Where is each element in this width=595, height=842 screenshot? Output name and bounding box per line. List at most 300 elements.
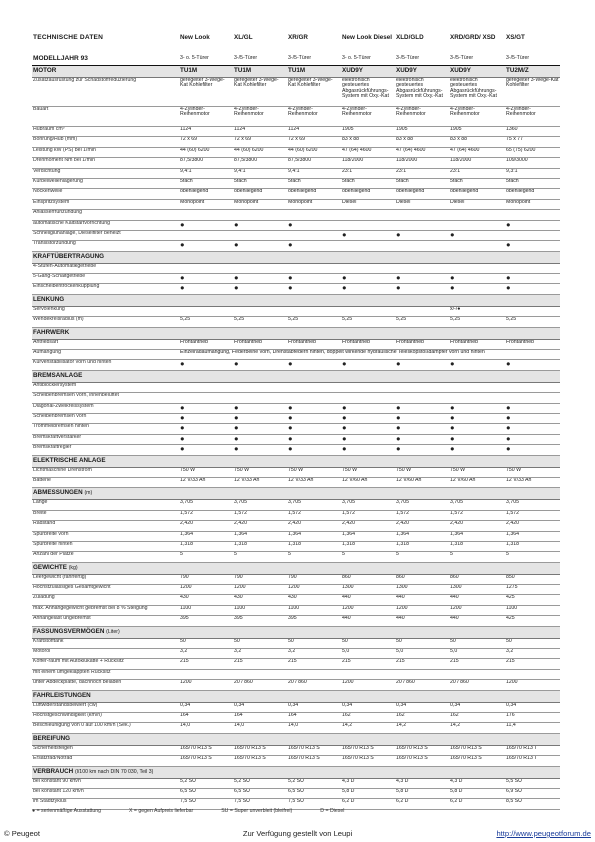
cell-value: 83 x 88 [341, 137, 395, 147]
cell-value: 14,2 [449, 723, 505, 733]
cell-value: 1,318 [179, 541, 233, 551]
cell-value [505, 382, 560, 392]
cell-value: 72 x 69 [233, 137, 287, 147]
cell-value: ● [341, 274, 395, 284]
cell-value: 165/70 R13 T [505, 745, 560, 755]
cell-value: ● [179, 445, 233, 455]
cell-value: 1,364 [341, 531, 395, 541]
cell-value: 1124 [233, 127, 287, 137]
cell-value: 860 [395, 574, 449, 584]
table-row [32, 616, 560, 626]
cell-value: 1200 [287, 585, 341, 595]
cell-value: 118/2000 [395, 158, 449, 168]
row-label [32, 241, 179, 251]
cell-value [449, 626, 505, 638]
cell-value: 1200 [341, 605, 395, 615]
row-label [32, 649, 179, 659]
cell-value: ● [341, 284, 395, 294]
table-row [32, 339, 560, 349]
table-row [32, 393, 560, 403]
cell-value: ● [449, 230, 505, 240]
cell-value: 0,34 [287, 702, 341, 712]
row-label [32, 500, 179, 510]
label-text: Bohrung/Hub (mm) [33, 136, 78, 143]
row-label [32, 531, 179, 541]
section-header-row [32, 294, 560, 306]
cell-value: 1200 [505, 680, 560, 690]
credit-text: Zur Verfügung gestellt von Leupi [242, 829, 353, 838]
cell-value: 1,318 [287, 541, 341, 551]
cell-value: 3-/5-Türer [449, 53, 505, 66]
cell-value: 1300 [341, 585, 395, 595]
section-title [32, 455, 179, 467]
cell-value: geregelter 3-Wege-Kat Kohlefilter [505, 78, 560, 107]
row-label [32, 189, 179, 199]
cell-value: 14,2 [341, 723, 395, 733]
cell-value: ● [233, 424, 287, 434]
cell-value: Monopoint [505, 199, 560, 209]
table-row [32, 510, 560, 520]
cell-value [395, 210, 449, 220]
table-row [32, 317, 560, 327]
cell-value: 12 V/33 Ah [179, 477, 233, 487]
row-label [32, 360, 179, 370]
cell-value [341, 306, 395, 316]
cell-value: 72 x 69 [287, 137, 341, 147]
forum-link[interactable]: http://www.peugeotforum.de [496, 829, 591, 838]
label-text: Länge [33, 499, 48, 506]
cell-value: 215 [287, 659, 341, 669]
cell-value: 12 V/33 Ah [233, 477, 287, 487]
table-row [32, 350, 560, 360]
cell-value [179, 669, 233, 679]
cell-value: 2,420 [449, 521, 505, 531]
table-row [32, 702, 560, 712]
label-text: max. Anhängegewicht gebremst bei 8 % Steigung [33, 605, 148, 611]
row-label [32, 382, 179, 392]
cell-value [233, 669, 287, 679]
cell-value: 430 [287, 595, 341, 605]
cell-value: obenliegend [233, 189, 287, 199]
cell-value [505, 562, 560, 574]
cell-value [341, 220, 395, 230]
cell-value [233, 562, 287, 574]
row-label [32, 168, 179, 178]
section-header-row [32, 455, 560, 467]
cell-value [287, 626, 341, 638]
table-row [32, 147, 560, 157]
cell-value [287, 690, 341, 702]
cell-value [341, 241, 395, 251]
table-row [32, 424, 560, 434]
cell-value: 425 [505, 616, 560, 626]
section-unit: (m) [84, 490, 93, 497]
label-text: Bremskraftverstärker [33, 434, 82, 440]
cell-value: ● [233, 284, 287, 294]
row-label [32, 702, 179, 712]
cell-value [179, 306, 233, 316]
row-label [32, 541, 179, 551]
label-text: Motoröl [33, 648, 51, 655]
cell-value [233, 690, 287, 702]
row-label [32, 147, 179, 157]
cell-value: 1100 [505, 605, 560, 615]
table-row [32, 263, 560, 273]
cell-value: ● [233, 220, 287, 230]
cell-value: 7,5 SU [179, 799, 233, 809]
cell-value: Monopoint [287, 199, 341, 209]
cell-value [449, 488, 505, 500]
cell-value [395, 733, 449, 745]
cell-value: 2,420 [233, 521, 287, 531]
cell-value: 44 (60) 6200 [287, 147, 341, 157]
cell-value: 1100 [287, 605, 341, 615]
cell-value [233, 251, 287, 263]
cell-value: 6,9 SU [505, 788, 560, 798]
table-row [32, 531, 560, 541]
legend-item: D = Diesel [320, 808, 345, 814]
cell-value [341, 263, 395, 273]
row-label [32, 745, 179, 755]
cell-value: ● [341, 413, 395, 423]
row-label [32, 107, 179, 127]
table-row [32, 745, 560, 755]
cell-value [179, 370, 233, 382]
cell-value: 4-Zylinder-Reihenmotor [505, 107, 560, 127]
table-row [32, 241, 560, 251]
cell-value: elektronisch gesteuertes Abgasrückführungs-System mit Oxy.-Kat [449, 78, 505, 107]
cell-value [287, 669, 341, 679]
table-row [32, 360, 560, 370]
cell-value: 6,5 SU [233, 788, 287, 798]
spec-sheet [32, 34, 560, 810]
row-label [32, 788, 179, 798]
cell-value [395, 370, 449, 382]
cell-value: ● [179, 274, 233, 284]
cell-value: 47 (64) 4600 [449, 147, 505, 157]
cell-value [233, 488, 287, 500]
cell-value: 1,364 [179, 531, 233, 541]
cell-value: 5,25 [395, 317, 449, 327]
row-label [32, 680, 179, 690]
cell-value [505, 263, 560, 273]
cell-value [505, 669, 560, 679]
section-header-row [32, 251, 560, 263]
cell-value: 50 [341, 638, 395, 648]
table-row [32, 669, 560, 679]
cell-value [449, 382, 505, 392]
cell-value: 1124 [287, 127, 341, 137]
cell-value [449, 251, 505, 263]
model-header: XLD/GLD [396, 34, 424, 41]
cell-value: ● [505, 445, 560, 455]
label-text: Drehmoment Nm bei 1/min [33, 157, 95, 164]
section-header-row [32, 690, 560, 702]
cell-value: ● [395, 274, 449, 284]
cell-value [179, 263, 233, 273]
cell-value: 1,572 [449, 510, 505, 520]
cell-value: 5fach [449, 178, 505, 188]
cell-value: 750 W [179, 467, 233, 477]
cell-value [287, 562, 341, 574]
table-row [32, 199, 560, 209]
cell-value: 5fach [341, 178, 395, 188]
cell-value: 215 [449, 659, 505, 669]
cell-value [449, 562, 505, 574]
cell-value: 118/2000 [341, 158, 395, 168]
table-row [32, 788, 560, 798]
row-label [32, 552, 179, 562]
cell-value: 5,25 [287, 317, 341, 327]
cell-value [449, 393, 505, 403]
table-row [32, 230, 560, 240]
cell-value: 4-Zylinder-Reihenmotor [395, 107, 449, 127]
cell-value: ● [287, 403, 341, 413]
cell-value [505, 488, 560, 500]
label-text: ABMESSUNGEN [33, 489, 83, 497]
cell-value: 440 [395, 616, 449, 626]
label-text: Scheibenbremsen vorn [33, 413, 87, 419]
label-text: 5-Gang-Schaltgetriebe [33, 273, 86, 280]
label-text: Aufhängung [33, 349, 61, 356]
table-row [32, 137, 560, 147]
label-text: KRAFTÜBERTRAGUNG [33, 252, 105, 260]
cell-value: 440 [341, 616, 395, 626]
row-label [32, 510, 179, 520]
cell-value: ● [449, 403, 505, 413]
section-header-row [32, 733, 560, 745]
cell-value [341, 626, 395, 638]
cell-value: 7,5 SU [287, 799, 341, 809]
label-text: Bremskraftregler [33, 444, 72, 451]
label-text: Höchstzulässiges Gesamtgewicht [33, 584, 111, 591]
cell-value: ● [505, 274, 560, 284]
legend-item: ● = serienmäßige Ausstattung [32, 808, 102, 814]
cell-value: 1,572 [395, 510, 449, 520]
table-row [32, 210, 560, 220]
section-title [32, 251, 179, 263]
row-label [32, 413, 179, 423]
cell-value [287, 251, 341, 263]
table-row [32, 595, 560, 605]
cell-value: geregelter 3-Wege-Kat Kohlefilter [233, 78, 287, 107]
row-label [32, 723, 179, 733]
cell-value: 440 [341, 595, 395, 605]
cell-value: ● [287, 434, 341, 444]
label-text: Zusatzausrüstung zur Schadstoffreduzierung [33, 77, 137, 83]
cell-value: ● [395, 360, 449, 370]
cell-value: obenliegend [179, 189, 233, 199]
row-label [32, 659, 179, 669]
table-row [32, 178, 560, 188]
row-label [32, 445, 179, 455]
cell-value: ● [449, 434, 505, 444]
cell-value [341, 327, 395, 339]
cell-value: 750 W [395, 467, 449, 477]
cell-value: 87,5/3800 [233, 158, 287, 168]
cell-value: geregelter 3-Wege-Kat Kohlefilter [179, 78, 233, 107]
label-text: Kurvenstabilisator vorn und hinten [33, 359, 112, 366]
cell-value: 83 x 88 [395, 137, 449, 147]
cell-value: 162 [395, 712, 449, 722]
cell-value: ● [505, 220, 560, 230]
cell-value [233, 626, 287, 638]
section-header-row [32, 370, 560, 382]
row-label [32, 403, 179, 413]
cell-value: ● [233, 445, 287, 455]
cell-value [341, 210, 395, 220]
label-text: Einspritzsystem [33, 199, 70, 205]
cell-value: 87,5/3800 [179, 158, 233, 168]
label-text: Leergewicht (fahrfertig) [33, 574, 87, 580]
cell-value: ● [341, 360, 395, 370]
cell-value: 5 [179, 552, 233, 562]
cell-value [287, 230, 341, 240]
cell-value: 165/70 R13 S [395, 756, 449, 766]
cell-value: 5,25 [341, 317, 395, 327]
cell-value: XUD9Y [449, 66, 505, 78]
label-text: Sicherheitsfelgen [33, 745, 73, 751]
cell-value [505, 733, 560, 745]
cell-value: 165/70 R13 S [341, 756, 395, 766]
table-row [32, 445, 560, 455]
cell-value: XUD9Y [341, 66, 395, 78]
cell-value: ● [287, 360, 341, 370]
cell-value: ● [179, 403, 233, 413]
legend-item: X = gegen Aufpreis lieferbar [129, 808, 194, 814]
table-row [32, 382, 560, 392]
label-text: Spurbreite vorn [33, 531, 69, 537]
cell-value: ● [287, 241, 341, 251]
row-label [32, 339, 179, 349]
label-text: automatische Kaltstartvorrichtung [33, 220, 110, 226]
cell-value: 165/70 R13 S [233, 756, 287, 766]
cell-value [287, 733, 341, 745]
row-label [32, 778, 179, 788]
cell-value: 1200 [179, 585, 233, 595]
cell-value: 165/70 R13 S [449, 745, 505, 755]
cell-value [395, 251, 449, 263]
cell-value [449, 294, 505, 306]
section-title [32, 327, 179, 339]
row-label [32, 616, 179, 626]
cell-value: 23:1 [341, 168, 395, 178]
table-row [32, 168, 560, 178]
cell-value [233, 230, 287, 240]
cell-value [341, 690, 395, 702]
row-label [32, 669, 179, 679]
cell-value: ● [395, 434, 449, 444]
cell-value: ● [233, 413, 287, 423]
cell-value: 1300 [395, 585, 449, 595]
cell-value: 12 V/60 Ah [341, 477, 395, 487]
model-header: XL/GL [234, 34, 253, 41]
table-row [32, 403, 560, 413]
cell-value: 395 [233, 616, 287, 626]
cell-value: 75 x 77 [505, 137, 560, 147]
label-text: Nockenwelle [33, 188, 63, 195]
cell-value: Monopoint [233, 199, 287, 209]
cell-value [449, 370, 505, 382]
cell-value [449, 263, 505, 273]
cell-value: 1905 [395, 127, 449, 137]
cell-value: 109/3000 [505, 158, 560, 168]
cell-value: 3-/5-Türer [505, 53, 560, 66]
row-label [32, 574, 179, 584]
table-row [32, 574, 560, 584]
row-label [32, 178, 179, 188]
label-text: Anhängelast ungebremst [33, 615, 91, 622]
cell-value: 0,34 [505, 702, 560, 712]
section-title [32, 562, 179, 574]
cell-value: 0,34 [395, 702, 449, 712]
cell-value: 215 [395, 659, 449, 669]
label-text: Ersatzrad/Notrad [33, 755, 73, 762]
cell-value: 215 [341, 659, 395, 669]
cell-value: ● [233, 434, 287, 444]
cell-value: 790 [287, 574, 341, 584]
cell-value: obenliegend [341, 189, 395, 199]
cell-value: 4,3 D [341, 778, 395, 788]
cell-value [233, 306, 287, 316]
cell-value: 176 [505, 712, 560, 722]
section-title [32, 488, 179, 500]
label-text: im Stadtzyklus [33, 798, 67, 805]
label-text: Kurbelwellenlagerung [33, 178, 83, 184]
cell-value: 3,2 [233, 649, 287, 659]
row-label [32, 220, 179, 230]
cell-value: 3,2 [179, 649, 233, 659]
cell-value [287, 382, 341, 392]
cell-value: 87,5/3800 [287, 158, 341, 168]
cell-value: 3,705 [395, 500, 449, 510]
cell-value: 1,318 [233, 541, 287, 551]
cell-value: 4,3 D [449, 778, 505, 788]
row-label [32, 477, 179, 487]
cell-value: 5 [449, 552, 505, 562]
cell-value: ● [179, 284, 233, 294]
cell-value [179, 251, 233, 263]
table-row [32, 723, 560, 733]
cell-value: 215 [505, 659, 560, 669]
cell-value: 12 V/33 Ah [505, 477, 560, 487]
cell-value [341, 393, 395, 403]
row-label [32, 263, 179, 273]
cell-value [341, 669, 395, 679]
label-text: VERBRAUCH [33, 767, 74, 775]
cell-value: ● [505, 403, 560, 413]
cell-value: 3,705 [449, 500, 505, 510]
cell-value [341, 370, 395, 382]
label-text: LENKUNG [33, 295, 65, 303]
cell-value: 2,420 [287, 521, 341, 531]
table-row [32, 541, 560, 551]
cell-value: 5,25 [233, 317, 287, 327]
table-row [32, 778, 560, 788]
cell-value: 11,4 [505, 723, 560, 733]
cell-value: 5,8 D [395, 788, 449, 798]
row-label [32, 127, 179, 137]
cell-value: 47 (64) 4600 [395, 147, 449, 157]
cell-value: ● [395, 284, 449, 294]
label-text: Radstand [33, 520, 56, 527]
table-row [32, 500, 560, 510]
cell-value: 50 [505, 638, 560, 648]
cell-value: ● [179, 241, 233, 251]
cell-value: 1,572 [505, 510, 560, 520]
cell-value: 165/70 R13 S [341, 745, 395, 755]
cell-value: 9,4:1 [233, 168, 287, 178]
